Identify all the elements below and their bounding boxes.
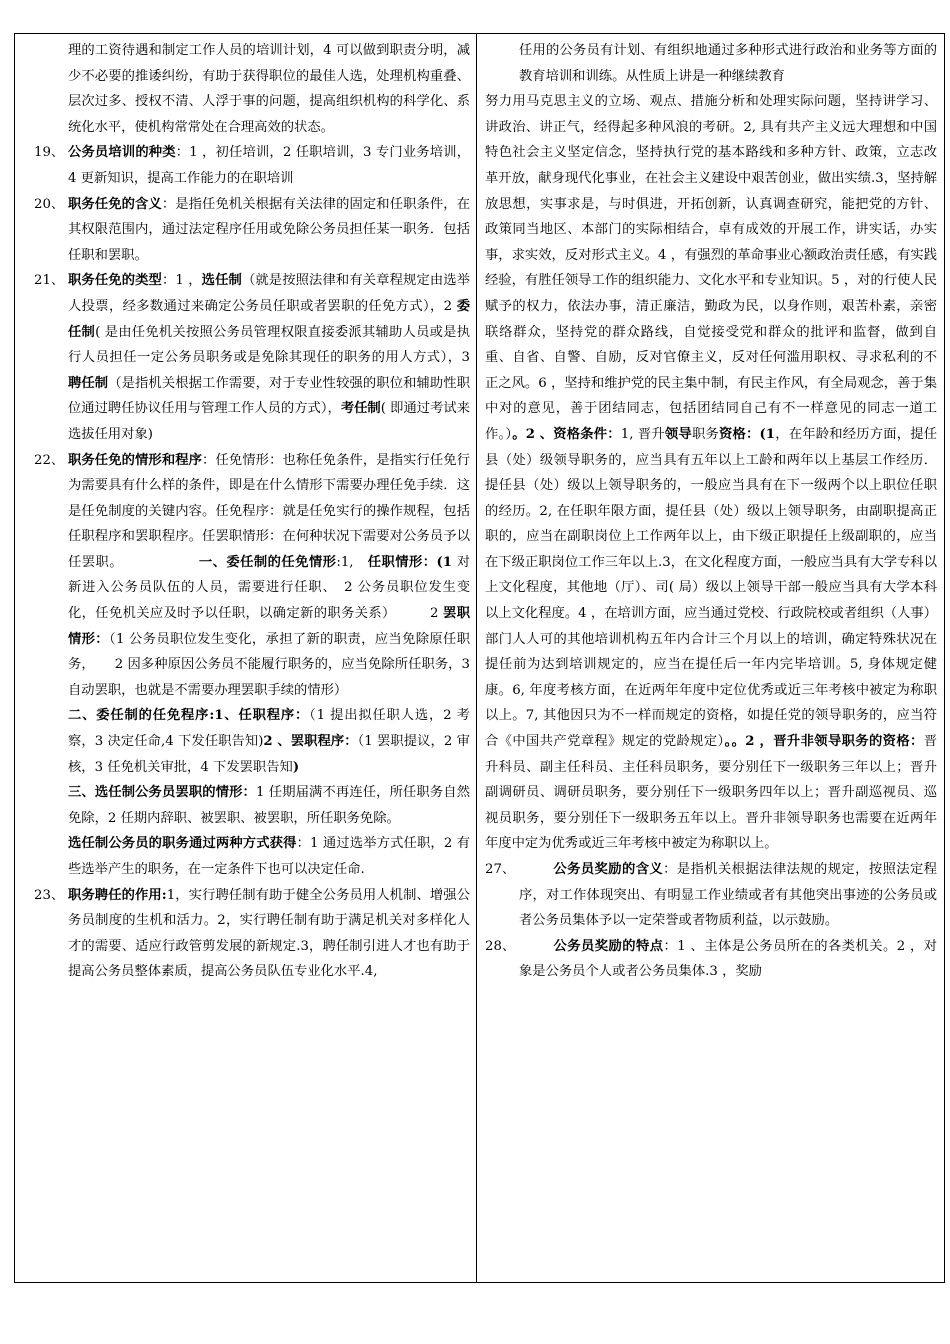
item-28-term: 公务员奖励的特点 [553,938,664,954]
right-cont-2c: 1, 晋升 [620,426,665,442]
right-cont-2i: 晋升科员、副主任科员、主任科员职务，要分别任下一级职务三年以上；晋升副调研员、调研员职务，要分别任下一级职务四年以上；晋升副巡视员、巡视员职务，要分别任下一级职务五年以上。晋升非领导职务也需要在近两年年度中定为优秀或近三年考核中被定为称职以上。 [485,734,937,852]
item-22-section-2 [68,703,470,780]
right-cont-2f: 资格：(1 [718,426,775,442]
item-20-term: 职务任免的含义 [68,196,162,212]
item-22-body: ：任免情形：也称任免条件，是指实行任免行为需要具有什么样的条件，即是在什么情形下需要办理任免手续．这是任免制度的关键内容。任免程序：就是任免实行的操作规程，包括任职程序和罢职程序。任罢职情形：在何种状况下需要对公务员予以任罢职。 [68,452,470,570]
left-intro-paragraph [34,38,470,140]
item-21 [34,268,470,447]
right-cont-2a: 努力用马克思主义的立场、观点、措施分析和处理实际问题，坚持讲学习、讲政治、讲正气，经得起多种风浪的考研。2, 具有共产主义远大理想和中国特色社会主义坚定信念，坚持执行党的基本路线和多种方针、政策，立志改革开放，献身现代化事业，在社会主义建设中艰苦创业，做出实绩.3，坚持解放思想，实事求是，与时俱进，开拓创新，认真调查研究，能把党的方针、政策同当地区、本部门的实际相结合，卓有成效的开展工作，讲实话，办实事，求实效，反对形式主义。4 ，有强烈的革命事业心额政治责任感，有实践经验，有胜任领导工作的组织能力、文化水平和专业知识。5 ，对的行使人民赋予的权力，依法办事，清正廉洁，勤政为民，以身作则，艰苦朴素，亲密联络群众，坚持党的群众路线，自觉接受党和群众的批评和监督，做到自重、自省、自警、自励，反对官僚主义，反对任何滥用职权、寻求私利的不正之风。6 ，坚持和维护党的民主集中制，有民主作风，有全局观念，善于集中对的意见，善于团结同志，包括团结同自己有不一样意见的同志一道工作。） [485,94,937,442]
item-22-number: 22、 [34,452,65,468]
item-22-heading-3: 三、选任制公务员罢职的情形： [68,785,256,801]
left-column [34,38,470,985]
left-intro-text: 理的工资待遇和制定工作人员的培训计划，4 可以做到职责分明，减少不必要的推诿纠纷，有助于获得职位的最佳人选，处理机构重叠、层次过多、授权不清、人浮于事的问题，提高组织机构的科学化、系统化水平，使机构常常处在合理高效的状态。 [68,43,470,135]
item-22-heading-2b: 2 、罢职程序： [263,734,358,750]
item-21-text-1: ：1 ， [161,273,202,289]
item-22-text-2d: （1 罢职提议，2 审核，3 任免机关审批，4 下发罢职告知 [68,734,470,775]
item-22-text-2: （1 提出拟任职人选，2 考察，3 决定任命,4 下发任职告知) [68,708,470,750]
item-22-text-1e: 对新进入公务员队伍的人员，需要进行任职、 2 公务员职位发生变化，任免机关应及时予以任职，以确定新的职务关系） 2 [68,554,470,622]
item-22 [34,448,470,883]
item-23 [34,883,470,985]
right-continuation-1-text: 任用的公务员有计划、有组织地通过多种形式进行政治和业务等方面的教育培训和训练。从性质上讲是一种继续教育 [519,43,937,84]
item-21-term-elected: 选任制 [201,273,242,289]
item-21-text-4: （是指机关根据工作需要，对于专业性较强的职位和辅助性职位通过聘任协议任用与管理工作人员的方式）， [68,375,470,417]
item-21-term-exam: 考任制 [340,401,381,417]
item-27-term: 公务员奖励的含义 [553,862,664,877]
item-20 [34,192,470,269]
item-22-heading-1-appoint: 任职情形： [367,554,437,570]
item-21-text-2: （就是按照法律和有关章程规定由选举人投票，经多数通过来确定公务员任职或者罢职的任免方式），2 [68,273,470,314]
column-divider [476,33,477,1283]
item-22-term: 职务任免的情形和程序 [68,452,203,468]
item-22-section-4 [68,831,470,882]
item-27-body: ：是指机关根据法律法规的规定，按照法定程序，对工作体现突出、有明显工作业绩或者有其他突出事迹的公务员或者公务员集体予以一定荣誉或者物质利益，以示鼓励。 [519,862,937,929]
item-23-number: 23、 [34,887,65,903]
item-27-number: 27、 [485,862,516,877]
item-28-number: 28、 [485,938,516,954]
right-cont-2g: ，在年龄和经历方面，提任县（处）级领导职务的，应当具有五年以上工龄和两年以上基层工作经历．提任县（处）级以上领导职务的，一般应当具有在下一级两个以上职位任职的经历。2, 在任职年限方面，提任县（处）级以上领导职务，由副职提高正职的，应当在副职岗位上工作两年以上，由下级正职提任上级副职的，应当在下级正职岗位工作三年以上.3，在文化程度方面，一般应当具有大学专科以上文化程度，其他地（厅）、司( 局）级以上领导干部一般应当具有大学本科以上文化程度。4 ，在培训方面，应当通过党校、行政院校或者组织（人事）部门人人可的其他培训机构五年内合计三个月以上的培训，确定特殊状况在提任前为达到培训规定的，应当在提任后一年内完毕培训。5, 身体规定健康。6, 年度考核方面，在近两年年度中定位优秀或近三年考核中被定为称职以上。7, 其他因只为不一样而规定的资格，如提任党的领导职务的，应当符合《中国共产党章程》规定的党龄规定） [485,426,937,750]
item-21-text-3: ( 是由任免机关按照公务员管理权限直接委派其辅助人员或是执行人员担任一定公务员职务或是免除其现任的职务的用人方式），3 [68,324,470,366]
item-23-body: 1，实行聘任制有助于健全公务员用人机制、增强公务员制度的生机和活力。2，实行聘任制有助于满足机关对多样化人才的需要、适应行政管剪发展的新规定.3，聘任制引进人才也有助于提高公务员整体素质，提高公务员队伍专业化水平.4, [68,887,470,980]
item-20-number: 20、 [34,196,65,212]
item-22-text-3: 1 任期届满不再连任，所任职务自然免除，2 任期内辞职、被罢职、被罢职，所任职务免除。 [68,785,470,826]
item-19-body: ：1 ，初任培训，2 任职培训，3 专门业务培训，4 更新知识，提高工作能力的在职培训 [68,145,470,186]
item-22-section-3 [68,780,470,831]
right-cont-2d: 领导 [664,426,692,442]
item-22-text-1g: （1 公务员职位发生变化，承担了新的职责，应当免除原任职务， 2 因多种原因公务员不能履行职务的，应当免除所任职务，3 自动罢职，也就是不需要办理罢职手续的情形） [68,631,470,698]
item-22-text-2e: ) [292,759,300,775]
item-19 [34,140,470,191]
item-21-term-appointed: 委任制 [68,298,470,340]
item-19-number: 19、 [34,145,65,161]
right-cont-2e: 职务 [691,426,719,442]
item-21-text-5: ( 即通过考试来选拔任用对象) [68,401,470,442]
right-cont-2b: 。2 、资格条件： [512,426,621,442]
item-22-heading-1: 一、委任制的任免情形 [198,554,337,570]
item-21-term-hired: 聘任制 [68,375,109,391]
item-23-term: 职务聘任的作用: [68,887,167,903]
item-19-term: 公务员培训的种类 [68,145,176,161]
item-22-heading-4: 选任制公务员的职务通过两种方式获得 [68,836,297,852]
item-28-body: ：1 、主体是公务员所在的各类机关。2 ，对象是公务员个人或者公务员集体.3 ，奖励 [519,938,937,980]
item-21-number: 21、 [34,273,65,289]
item-28 [485,934,937,985]
item-27 [485,857,937,934]
right-column [485,38,937,985]
right-continuation-1 [485,38,937,89]
item-22-text-1: :1, [336,554,368,570]
item-22-text-4: ：1 通过选举方式任职，2 有些选举产生的职务，在一定条件下也可以决定任命. [68,836,470,877]
item-22-heading-2: 二、委任制的任免程序:1、任职程序： [68,708,310,724]
item-21-term: 职务任免的类型 [68,273,162,289]
item-20-body: ：是指任免机关根据有关法律的固定和任职条件，在其权限范围内，通过法定程序任用或免除公务员担任某一职务．包括任职和罢职。 [68,196,470,263]
right-continuation-2 [485,89,937,857]
item-22-heading-1-dismiss: 罢职情形： [68,606,470,647]
item-22-text-1d: (1 [436,554,453,570]
right-cont-2h: 。。2 ，晋升非领导职务的资格： [724,734,924,750]
